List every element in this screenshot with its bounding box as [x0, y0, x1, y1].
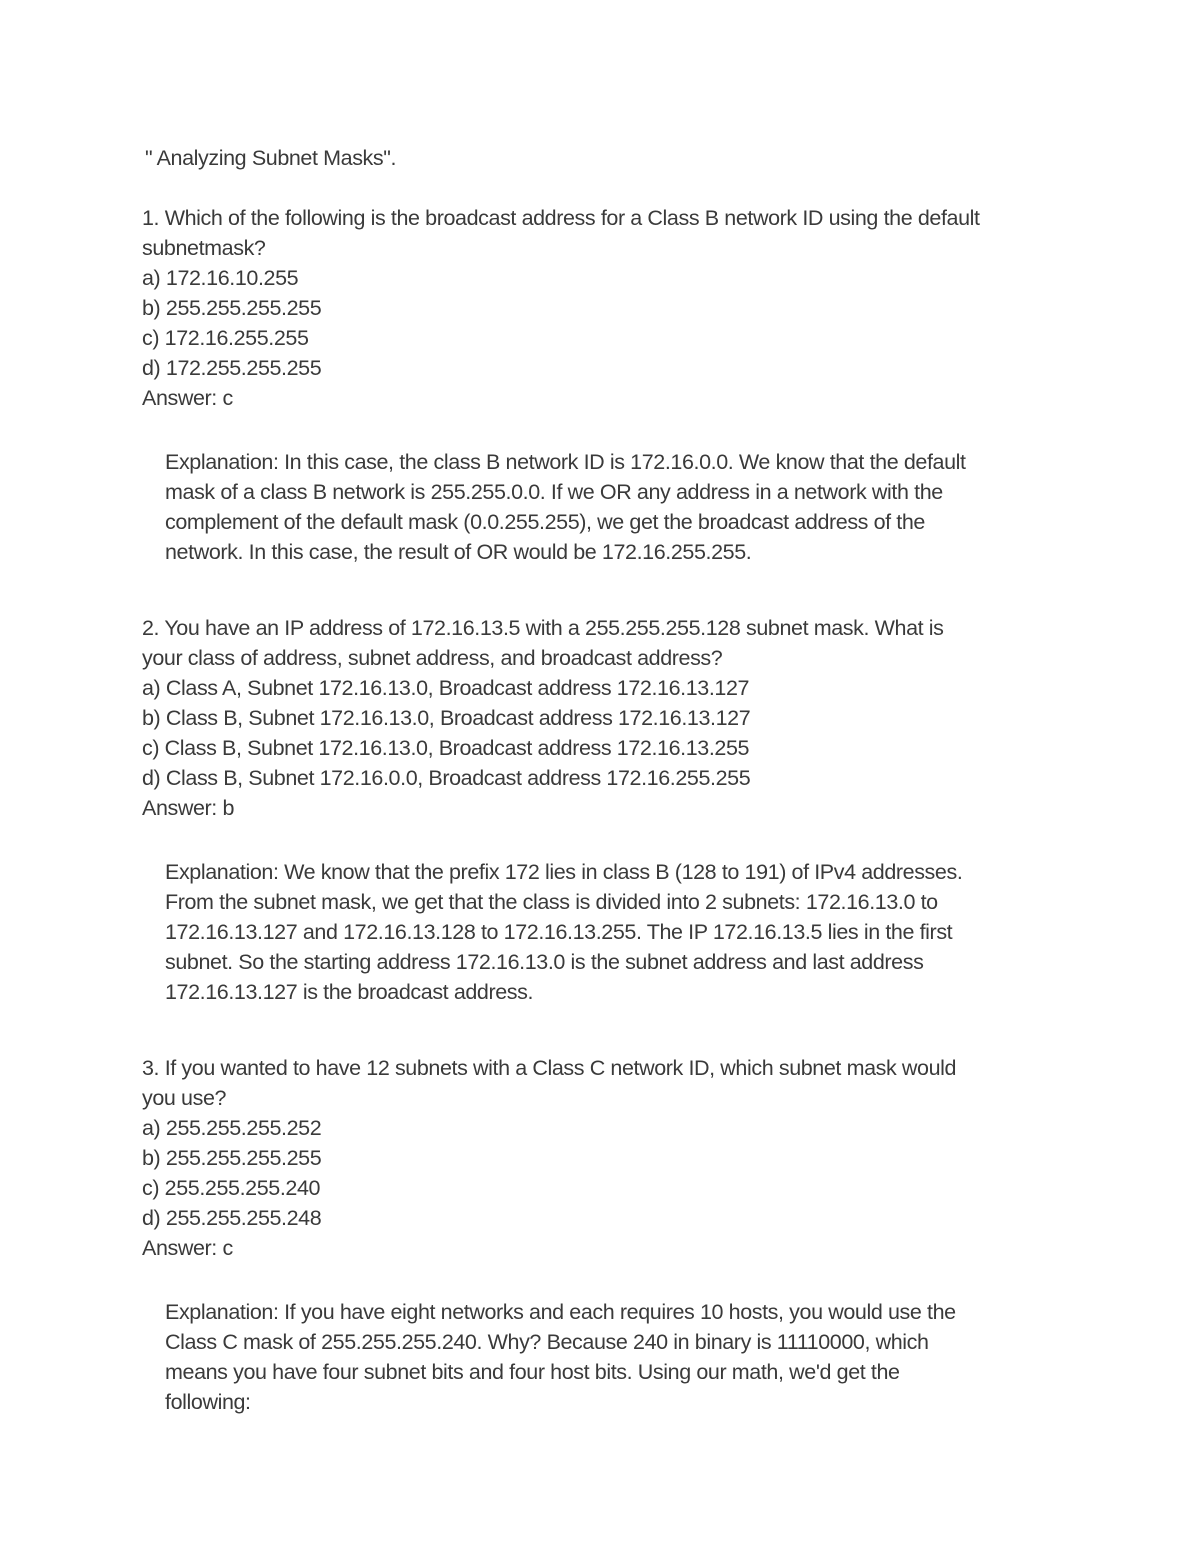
explanation-line: Class C mask of 255.255.255.240. Why? Because 240 in binary is 11110000, which	[165, 1330, 929, 1354]
option-d: d) 172.255.255.255	[142, 356, 322, 380]
question-3	[142, 1053, 1082, 1417]
question-text: 3. If you wanted to have 12 subnets with a Class C network ID, which subnet mask would	[142, 1056, 957, 1080]
option-d: d) 255.255.255.248	[142, 1206, 322, 1230]
explanation	[165, 857, 1082, 1007]
explanation-line: 172.16.13.127 is the broadcast address.	[165, 980, 534, 1004]
question-text: subnetmask?	[142, 236, 266, 260]
explanation-line: Explanation: We know that the prefix 172 lies in class B (128 to 191) of IPv4 addresses.	[165, 860, 963, 884]
explanation-line: 172.16.13.127 and 172.16.13.128 to 172.16.13.255. The IP 172.16.13.5 lies in the first	[165, 920, 953, 944]
explanation-line: From the subnet mask, we get that the class is divided into 2 subnets: 172.16.13.0 to	[165, 890, 938, 914]
explanation-line: means you have four subnet bits and four host bits. Using our math, we'd get the	[165, 1360, 900, 1384]
explanation-line: complement of the default mask (0.0.255.255), we get the broadcast address of the	[165, 510, 925, 534]
option-b: b) Class B, Subnet 172.16.13.0, Broadcast address 172.16.13.127	[142, 706, 751, 730]
option-c: c) 255.255.255.240	[142, 1176, 321, 1200]
option-a: a) Class A, Subnet 172.16.13.0, Broadcast address 172.16.13.127	[142, 676, 750, 700]
explanation-line: Explanation: If you have eight networks and each requires 10 hosts, you would use the	[165, 1300, 956, 1324]
option-b: b) 255.255.255.255	[142, 296, 322, 320]
question-text: you use?	[142, 1086, 227, 1110]
option-a: a) 172.16.10.255	[142, 266, 299, 290]
option-d: d) Class B, Subnet 172.16.0.0, Broadcast address 172.16.255.255	[142, 766, 751, 790]
option-c: c) 172.16.255.255	[142, 326, 309, 350]
explanation-line: following:	[165, 1390, 251, 1414]
option-c: c) Class B, Subnet 172.16.13.0, Broadcast address 172.16.13.255	[142, 736, 750, 760]
question-text: 2. You have an IP address of 172.16.13.5 with a 255.255.255.128 subnet mask. What is	[142, 616, 944, 640]
explanation	[165, 447, 1082, 567]
explanation-line: subnet. So the starting address 172.16.13.0 is the subnet address and last address	[165, 950, 924, 974]
explanation-line: network. In this case, the result of OR would be 172.16.255.255.	[165, 540, 752, 564]
explanation-line: Explanation: In this case, the class B network ID is 172.16.0.0. We know that the default	[165, 450, 966, 474]
answer: Answer: c	[142, 386, 233, 410]
answer: Answer: b	[142, 796, 234, 820]
option-a: a) 255.255.255.252	[142, 1116, 322, 1140]
question-2	[142, 613, 1082, 1007]
document-title: " Analyzing Subnet Masks".	[145, 146, 397, 170]
question-1	[142, 203, 1082, 567]
question-text: your class of address, subnet address, and broadcast address?	[142, 646, 723, 670]
explanation-line: mask of a class B network is 255.255.0.0. If we OR any address in a network with the	[165, 480, 943, 504]
document-page	[142, 143, 1082, 1417]
option-b: b) 255.255.255.255	[142, 1146, 322, 1170]
answer: Answer: c	[142, 1236, 233, 1260]
question-text: 1. Which of the following is the broadcast address for a Class B network ID using the default	[142, 206, 980, 230]
explanation	[165, 1297, 1082, 1417]
